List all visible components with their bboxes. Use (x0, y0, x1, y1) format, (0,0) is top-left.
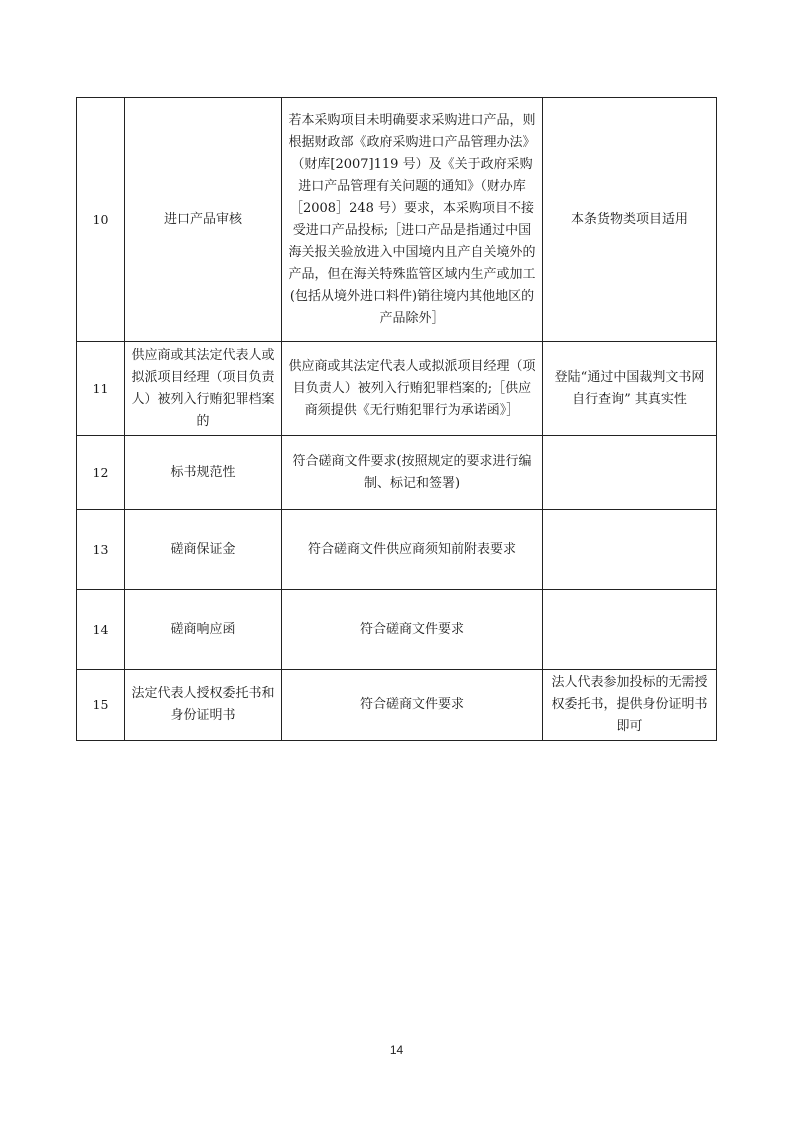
review-note: 登陆“通过中国裁判文书网自行查询” 其真实性 (543, 342, 717, 436)
table-row (77, 590, 717, 670)
review-note: 法人代表参加投标的无需授权委托书，提供身份证明书即可 (543, 670, 717, 741)
table-row (77, 510, 717, 590)
review-criteria: 符合磋商文件供应商须知前附表要求 (282, 510, 543, 590)
review-criteria-table (76, 97, 717, 741)
review-note (543, 510, 717, 590)
table-row (77, 436, 717, 510)
review-criteria: 供应商或其法定代表人或拟派项目经理（项目负责人）被列入行贿犯罪档案的;［供应商须提供《无行贿犯罪行为承诺函》］ (282, 342, 543, 436)
row-number: 14 (77, 590, 125, 670)
review-item: 供应商或其法定代表人或拟派项目经理（项目负责人）被列入行贿犯罪档案的 (125, 342, 282, 436)
review-item: 磋商响应函 (125, 590, 282, 670)
review-note: 本条货物类项目适用 (543, 98, 717, 342)
row-number: 11 (77, 342, 125, 436)
row-number: 12 (77, 436, 125, 510)
review-criteria: 符合磋商文件要求 (282, 590, 543, 670)
table-row (77, 670, 717, 741)
row-number: 10 (77, 98, 125, 342)
table-row (77, 342, 717, 436)
review-criteria: 若本采购项目未明确要求采购进口产品，则根据财政部《政府采购进口产品管理办法》（财库[2007]119 号）及《关于政府采购进口产品管理有关问题的通知》（财办库［2008］248 号）要求，本采购项目不接受进口产品投标;［进口产品是指通过中国海关报关验放进入中国境内且产自关境外的产品，但在海关特殊监管区域内生产或加工(包括从境外进口料件)销往境内其他地区的产品除外］ (282, 98, 543, 342)
review-item: 进口产品审核 (125, 98, 282, 342)
review-note (543, 436, 717, 510)
page-number: 14 (389, 1043, 404, 1057)
review-criteria: 符合磋商文件要求(按照规定的要求进行编制、标记和签署) (282, 436, 543, 510)
row-number: 15 (77, 670, 125, 741)
row-number: 13 (77, 510, 125, 590)
review-item: 法定代表人授权委托书和身份证明书 (125, 670, 282, 741)
review-criteria: 符合磋商文件要求 (282, 670, 543, 741)
table-row (77, 98, 717, 342)
review-item: 磋商保证金 (125, 510, 282, 590)
review-item: 标书规范性 (125, 436, 282, 510)
review-note (543, 590, 717, 670)
